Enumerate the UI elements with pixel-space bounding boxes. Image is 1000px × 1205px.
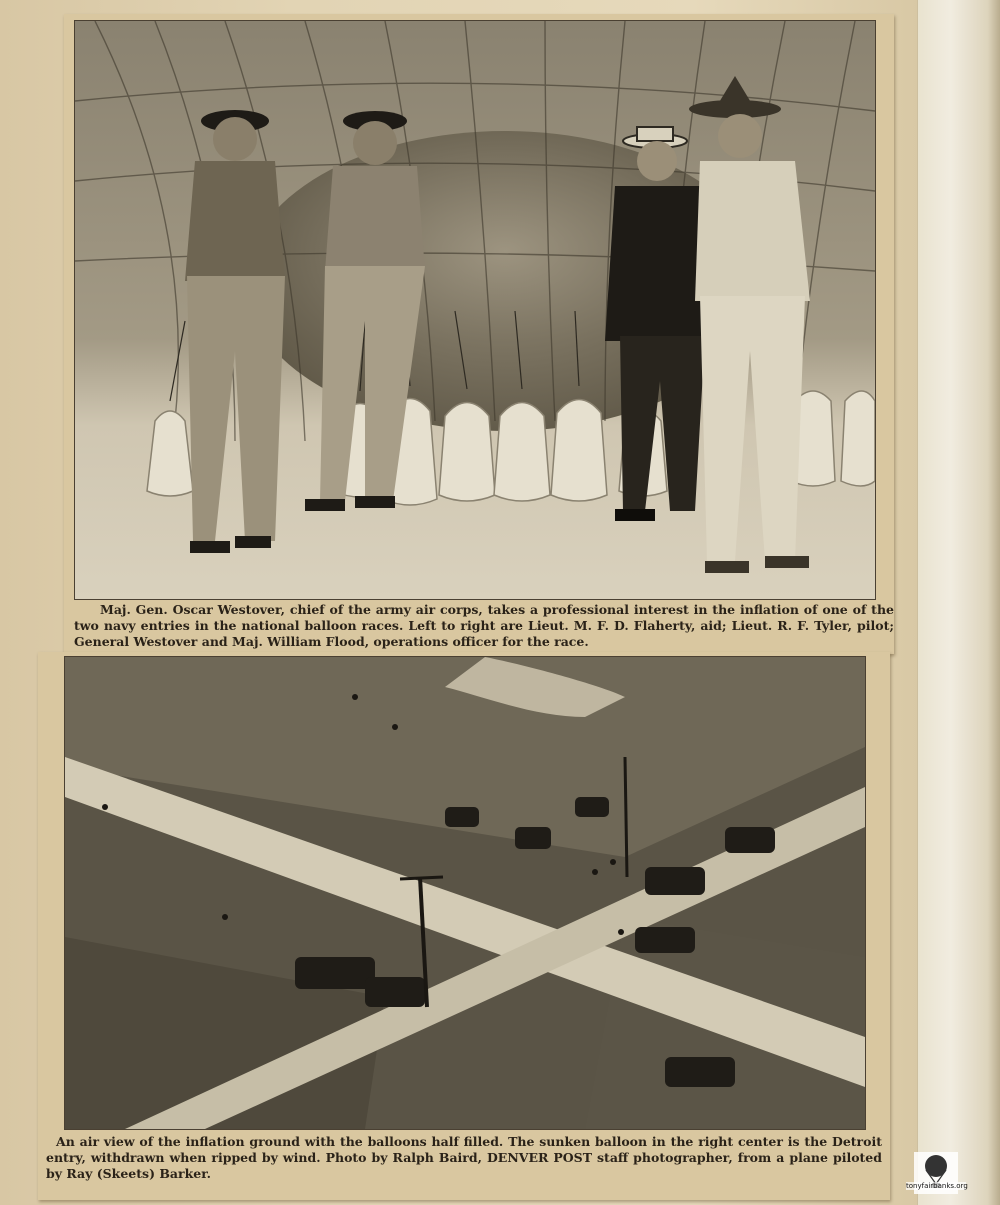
- clipping-bottom: [38, 652, 890, 1200]
- photo-aerial-view: [64, 656, 866, 1130]
- photo-men-with-sandbags: [74, 20, 876, 600]
- watermark-text: tonyfairbanks.org: [906, 1182, 968, 1190]
- caption-top: Maj. Gen. Oscar Westover, chief of the army air corps, takes a professional interest in the inflation of one of the two navy entries in the national balloon races. Left to right are Lieut. M. F. D. Flaherty, aid; Lieut. R. F. Tyler, pilot; General Westover and Maj. William Flood, operations officer for the race.: [74, 602, 894, 649]
- clipping-top: [64, 14, 894, 654]
- caption-bottom: An air view of the inflation ground with the balloons half filled. The sunken balloon in the right center is the Detroit entry, withdrawn when ripped by wind. Photo by Ralph Baird, DENVER POST staff photographer, from a plane piloted by Ray (Skeets) Barker.: [46, 1134, 882, 1181]
- page-edge: [917, 0, 1000, 1205]
